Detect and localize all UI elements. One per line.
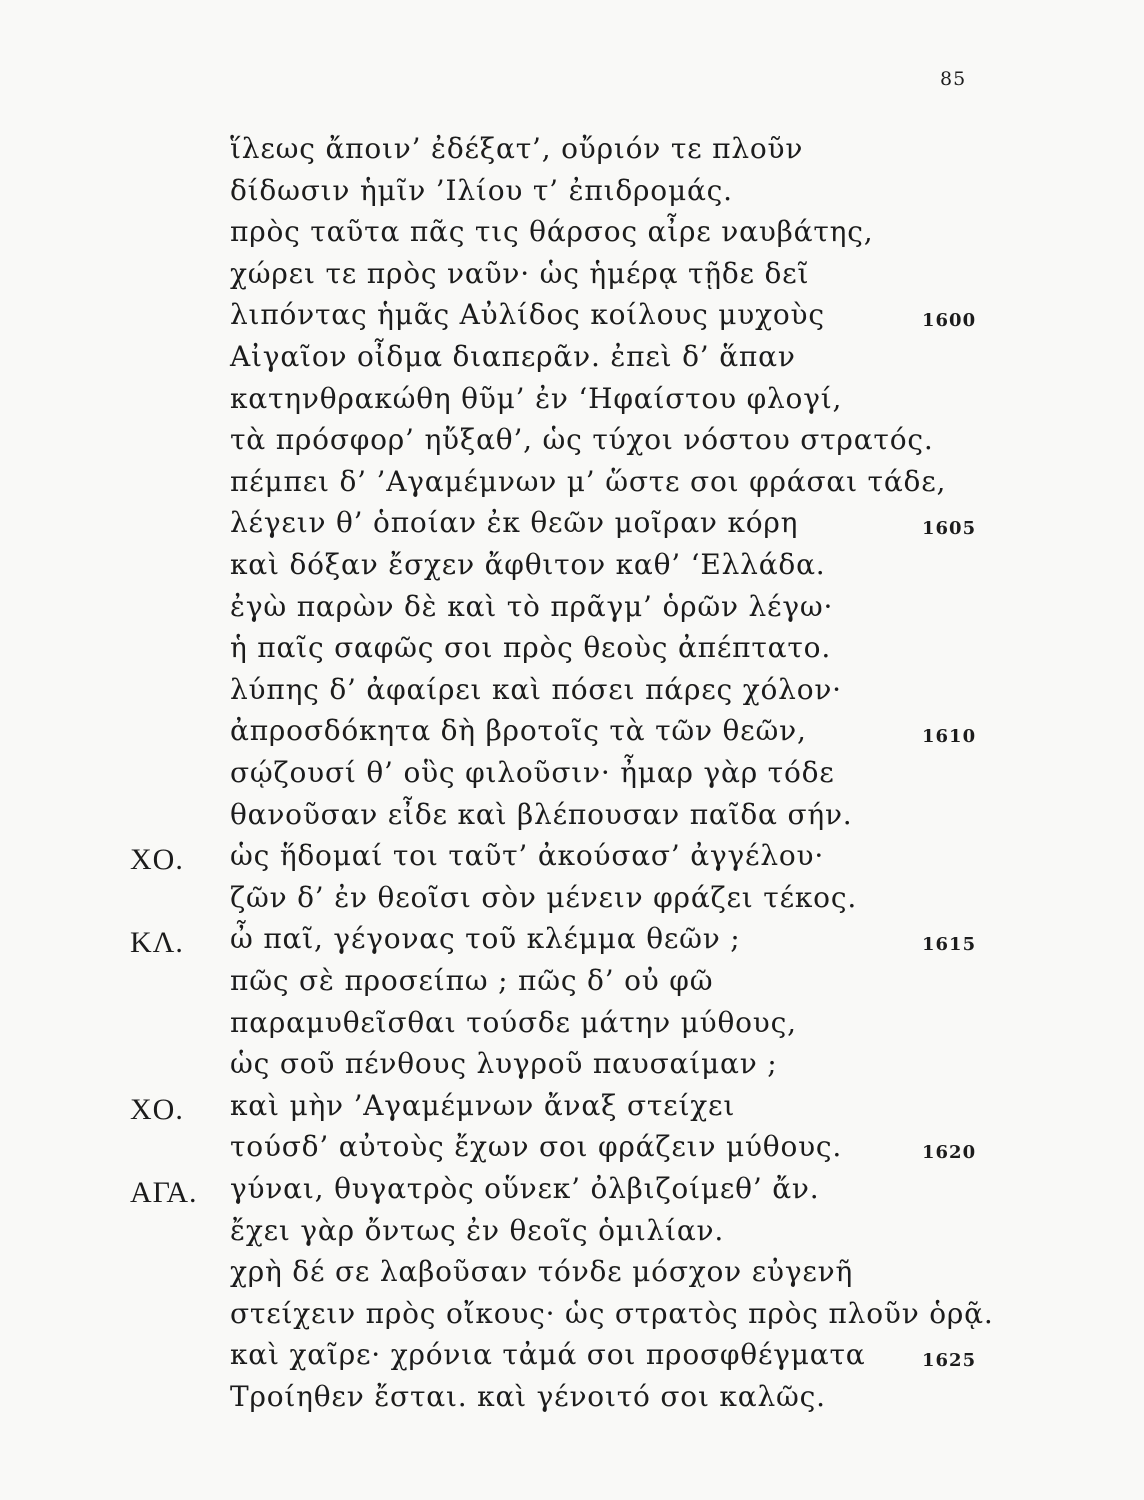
page-number: 85: [940, 68, 967, 90]
verse-line: [0, 340, 1144, 382]
verse-line: [0, 673, 1144, 715]
verse-line: [0, 548, 1144, 590]
verse-text: κατηνθρακώθη θῦμ’ ἐν ‘Ηφαίστου φλογί,: [230, 381, 843, 415]
verse-text: ζῶν δ’ ἐν θεοῖσι σὸν μένειν φράζει τέκος.: [230, 880, 858, 914]
verse-line: [0, 1297, 1144, 1339]
verse-text: τούσδ’ αὐτοὺς ἔχων σοι φράζειν μύθους.: [230, 1130, 843, 1164]
verse-text: ἔχει γὰρ ὄντως ἐν θεοῖς ὁμιλίαν.: [230, 1213, 725, 1247]
verse-line: [0, 1255, 1144, 1297]
speaker-label: ΧΟ.: [130, 1092, 184, 1126]
verse-line: [0, 798, 1144, 840]
verse-text: δίδωσιν ἡμῖν ’Ιλίου τ’ ἐπιδρομάς.: [230, 173, 733, 207]
verse-line: [0, 756, 1144, 798]
verse-text: θανοῦσαν εἶδε καὶ βλέπουσαν παῖδα σήν.: [230, 797, 853, 831]
verse-text: πῶς σὲ προσείπω ; πῶς δ’ οὐ φῶ: [230, 964, 714, 997]
verse-line: [0, 298, 1144, 340]
verse-text: Τροίηθεν ἔσται. καὶ γένοιτό σοι καλῶς.: [230, 1380, 826, 1413]
verse-line: [0, 1047, 1144, 1089]
verse-text: ὡς σοῦ πένθους λυγροῦ παυσαίμαν ;: [230, 1047, 778, 1081]
verse-line: [0, 1214, 1144, 1256]
verse-text: ὡς ἥδομαί τοι ταῦτ’ ἀκούσασ’ ἀγγέλου·: [230, 839, 825, 873]
verse-text: πρὸς ταῦτα πᾶς τις θάρσος αἶρε ναυβάτης,: [230, 215, 874, 249]
verse-text: Αἰγαῖον οἶδμα διαπερᾶν. ἐπεὶ δ’ ἅπαν: [230, 340, 796, 373]
verse-line: [0, 881, 1144, 923]
verse-text: τὰ πρόσφορ’ ηὔξαθ’, ὡς τύχοι νόστου στρατός.: [230, 423, 934, 457]
verse-text: λέγειν θ’ ὁποίαν ἐκ θεῶν μοῖραν κόρη: [230, 506, 799, 540]
verse-line: [0, 1006, 1144, 1048]
verse-text: καὶ δόξαν ἔσχεν ἄφθιτον καθ’ ‘Ελλάδα.: [230, 548, 826, 581]
line-number: 1605: [922, 518, 977, 540]
verse-line: [0, 1338, 1144, 1380]
speaker-label: ΧΟ.: [130, 843, 184, 877]
verse-line: [0, 590, 1144, 632]
verse-line: [0, 839, 1144, 881]
speaker-label: ΑΓΑ.: [130, 1176, 198, 1209]
verse-text: λύπης δ’ ἀφαίρει καὶ πόσει πάρες χόλον·: [230, 672, 842, 706]
verse-line: [0, 964, 1144, 1006]
verse-text: λιπόντας ἡμᾶς Αὐλίδος κοίλους μυχοὺς: [230, 298, 825, 332]
verse-line: [0, 922, 1144, 964]
line-number: 1620: [922, 1142, 977, 1164]
verse-text: στείχειν πρὸς οἴκους· ὡς στρατὸς πρὸς πλοῦν ὁρᾷ.: [230, 1296, 994, 1330]
verse-text: καὶ χαῖρε· χρόνια τἀμά σοι προσφθέγματα: [230, 1338, 866, 1372]
line-number: 1615: [922, 934, 977, 956]
verse-line: [0, 1380, 1144, 1422]
verse-line: [0, 631, 1144, 673]
verse-text: πέμπει δ’ ’Αγαμέμνων μ’ ὥστε σοι φράσαι τάδε,: [230, 464, 947, 498]
verse-line: [0, 1089, 1144, 1131]
verse-line: [0, 1172, 1144, 1214]
speaker-label: ΚΛ.: [130, 926, 184, 960]
verse-line: [0, 382, 1144, 424]
line-number: 1610: [922, 726, 977, 748]
verse-line: [0, 132, 1144, 174]
line-number: 1600: [922, 310, 977, 332]
verse-text: σῴζουσί θ’ οὓς φιλοῦσιν· ἦμαρ γὰρ τόδε: [230, 756, 835, 789]
verse-text: χώρει τε πρὸς ναῦν· ὡς ἡμέρᾳ τῇδε δεῖ: [230, 256, 810, 290]
verse-text: χρὴ δέ σε λαβοῦσαν τόνδε μόσχον εὐγενῆ: [230, 1255, 854, 1289]
line-number: 1625: [922, 1350, 977, 1372]
verse-line: [0, 423, 1144, 465]
verse-text: παραμυθεῖσθαι τούσδε μάτην μύθους,: [230, 1005, 797, 1039]
verse-text: ἡ παῖς σαφῶς σοι πρὸς θεοὺς ἀπέπτατο.: [230, 631, 832, 665]
verse-line: [0, 465, 1144, 507]
verse-line: [0, 215, 1144, 257]
verse-line: [0, 506, 1144, 548]
verse-line: [0, 257, 1144, 299]
verse-text: καὶ μὴν ’Αγαμέμνων ἄναξ στείχει: [230, 1088, 736, 1122]
verse-text: ὦ παῖ, γέγονας τοῦ κλέμμα θεῶν ;: [230, 922, 741, 956]
verse-text: γύναι, θυγατρὸς οὕνεκ’ ὀλβιζοίμεθ’ ἄν.: [230, 1172, 820, 1205]
verse-line: [0, 714, 1144, 756]
verse-text: ἵλεως ἄποιν’ ἐδέξατ’, οὔριόν τε πλοῦν: [230, 132, 804, 165]
verse-text: ἀπροσδόκητα δὴ βροτοῖς τὰ τῶν θεῶν,: [230, 714, 807, 748]
verse-line: [0, 1130, 1144, 1172]
verse-line: [0, 174, 1144, 216]
verse-text: ἐγὼ παρὼν δὲ καὶ τὸ πρᾶγμ’ ὁρῶν λέγω·: [230, 589, 834, 623]
